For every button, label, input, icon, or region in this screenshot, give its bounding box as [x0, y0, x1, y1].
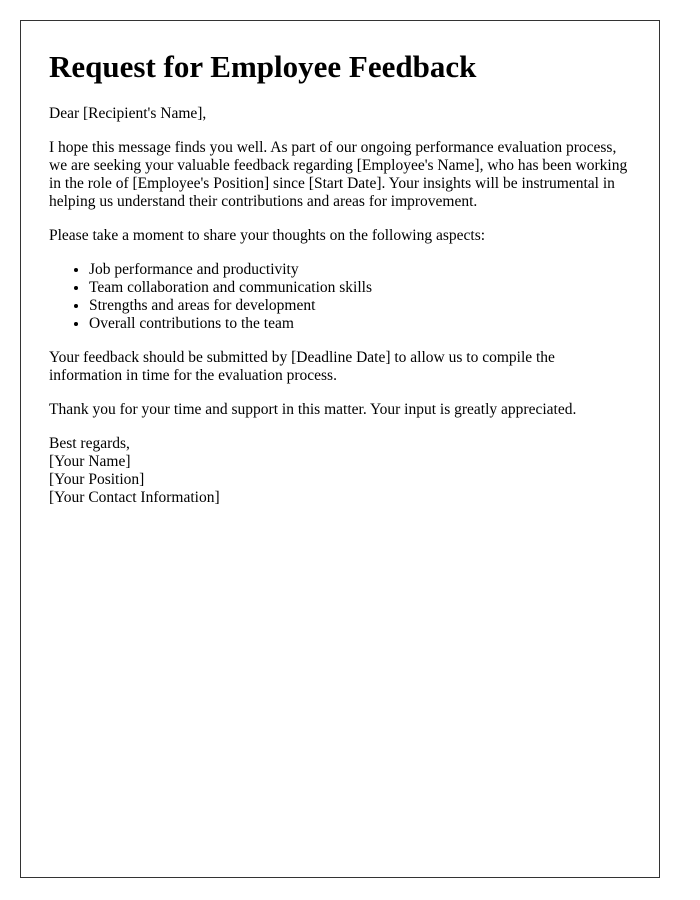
signature-block: [49, 435, 631, 507]
aspects-intro-paragraph: Please take a moment to share your thoughts on the following aspects:: [49, 227, 486, 244]
thanks-paragraph: Thank you for your time and support in this matter. Your input is greatly appreciated.: [49, 401, 577, 418]
list-item: • Team collaboration and communication skills: [89, 279, 631, 297]
letter-page: [20, 20, 660, 878]
letter-title: Request for Employee Feedback: [49, 49, 477, 84]
list-item: • Job performance and productivity: [89, 261, 631, 279]
aspects-list: [49, 261, 631, 333]
signature-position: [Your Position]: [49, 471, 145, 488]
closing: Best regards,: [49, 435, 130, 452]
intro-paragraph: I hope this message finds you well. As part of our ongoing performance evaluation process, we are seeking your valuable feedback regarding [Employee's Name], who has been working in the role of [Employee's Position] since [Start Date]. Your insights will be instrumental in helping us understand their contributions and areas for improvement.: [49, 139, 628, 210]
deadline-paragraph: Your feedback should be submitted by [Deadline Date] to allow us to compile the information in time for the evaluation process.: [49, 349, 555, 384]
signature-contact: [Your Contact Information]: [49, 489, 220, 506]
list-item: • Overall contributions to the team: [89, 315, 631, 333]
salutation: Dear [Recipient's Name],: [49, 105, 207, 122]
signature-name: [Your Name]: [49, 453, 131, 470]
list-item: • Strengths and areas for development: [89, 297, 631, 315]
